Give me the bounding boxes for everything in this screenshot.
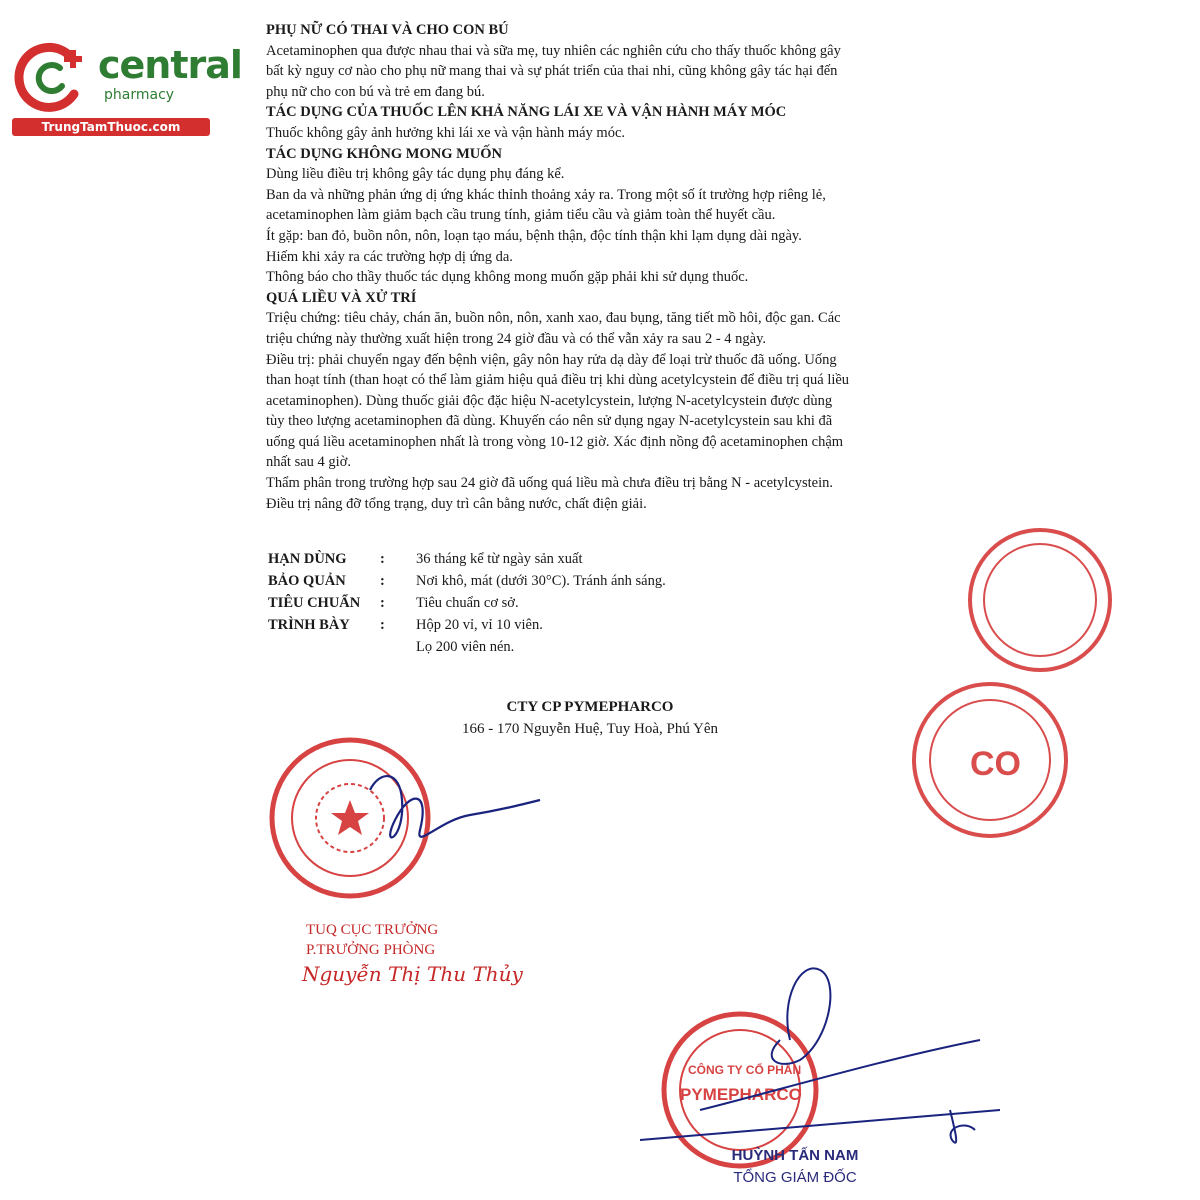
spec-colon: : xyxy=(380,573,385,589)
paragraph-line: Acetaminophen qua được nhau thai và sữa mẹ, tuy nhiên các nghiên cứu cho thấy thuốc không gây xyxy=(266,42,841,59)
spec-value: Nơi khô, mát (dưới 30°C). Tránh ánh sáng. xyxy=(416,573,666,589)
spec-colon: : xyxy=(380,617,385,633)
spec-label: BẢO QUẢN xyxy=(268,573,346,589)
section-heading: QUÁ LIỀU VÀ XỬ TRÍ xyxy=(266,289,417,306)
section-heading: PHỤ NỮ CÓ THAI VÀ CHO CON BÚ xyxy=(266,22,509,38)
company-name: CTY CP PYMEPHARCO xyxy=(506,699,674,715)
paragraph-line: Thẩm phân trong trường hợp sau 24 giờ đã uống quá liều mà chưa điều trị bằng N - acetylcystein. xyxy=(266,475,834,492)
spec-value: Tiêu chuẩn cơ sở. xyxy=(416,595,519,611)
paragraph-line: than hoạt tính (than hoạt có thể làm giảm hiệu quả điều trị khi dùng acetylcystein để điều trị quá liều xyxy=(266,372,850,389)
spec-colon: : xyxy=(380,551,385,567)
paragraph-line: Thuốc không gây ảnh hưởng khi lái xe và vận hành máy móc. xyxy=(266,124,626,141)
paragraph-line: Ban da và những phản ứng dị ứng khác thỉnh thoảng xảy ra. Trong một số ít trường hợp riêng lẻ, xyxy=(266,186,826,203)
spec-colon: : xyxy=(380,595,385,611)
paragraph-line: acetaminophen làm giảm bạch cầu trung tính, giảm tiểu cầu và giảm toàn thể huyết cầu. xyxy=(266,207,776,224)
paragraph-line: nhất sau 4 giờ. xyxy=(266,454,351,471)
logo-brand-text: central xyxy=(98,43,242,87)
paragraph-line: uống quá liều acetaminophen nhất là trong vòng 10-12 giờ. Xác định nồng độ acetaminophen chậm xyxy=(266,433,844,450)
director-title: TỔNG GIÁM ĐỐC xyxy=(733,1169,857,1186)
logo-sub-text: pharmacy xyxy=(104,87,175,103)
paragraph-line: Thông báo cho thầy thuốc tác dụng không mong muốn gặp phải khi sử dụng thuốc. xyxy=(266,269,749,286)
approval-line2: P.TRƯỞNG PHÒNG xyxy=(306,942,436,958)
director-block xyxy=(705,1145,885,1189)
svg-text:PYMEPHARCO: PYMEPHARCO xyxy=(680,1085,802,1104)
company-seal-icon xyxy=(664,1014,816,1166)
spec-packaging-extra: Lọ 200 viên nén. xyxy=(416,639,515,655)
paragraph-line: bất kỳ nguy cơ nào cho phụ nữ mang thai và sự phát triển của thai nhi, cũng không gây tác hại đến xyxy=(266,63,838,80)
approval-line1: TUQ CỤC TRƯỞNG xyxy=(306,922,439,938)
paragraph-line: Điều trị nâng đỡ tổng trạng, duy trì cân bằng nước, chất điện giải. xyxy=(266,495,647,512)
section-heading: TÁC DỤNG KHÔNG MONG MUỐN xyxy=(266,145,503,162)
svg-text:CO: CO xyxy=(970,745,1021,783)
partial-stamp-middle-icon xyxy=(914,684,1066,836)
director-name: HUỲNH TẤN NAM xyxy=(731,1147,859,1164)
spec-label: TRÌNH BÀY xyxy=(268,617,350,633)
paragraph-line: Hiếm khi xảy ra các trường hợp dị ứng da. xyxy=(266,248,513,265)
paragraph-line: Triệu chứng: tiêu chảy, chán ăn, buồn nôn, nôn, xanh xao, đau bụng, tăng tiết mồ hôi, độc gan. Các xyxy=(266,310,841,327)
paragraph-line: triệu chứng này thường xuất hiện trong 24 giờ đầu và có thể vẫn xảy ra sau 2 - 4 ngày. xyxy=(266,330,767,347)
partial-stamp-top-icon xyxy=(970,530,1110,670)
logo-site-badge: TrungTamThuoc.com xyxy=(12,118,210,136)
svg-text:CÔNG TY CỔ PHẦN: CÔNG TY CỔ PHẦN xyxy=(688,1063,802,1077)
paragraph-line: Điều trị: phải chuyển ngay đến bệnh viện, gây nôn hay rửa dạ dày để loại trừ thuốc đã uống. Uống xyxy=(266,351,837,368)
section-heading: TÁC DỤNG CỦA THUỐC LÊN KHẢ NĂNG LÁI XE VÀ VẬN HÀNH MÁY MÓC xyxy=(266,104,787,121)
director-signature-icon xyxy=(640,968,1000,1142)
spec-value: Hộp 20 vỉ, vỉ 10 viên. xyxy=(416,617,543,633)
paragraph-line: Ít gặp: ban đỏ, buồn nôn, nôn, loạn tạo máu, bệnh thận, độc tính thận khi lạm dụng dài ngày. xyxy=(266,227,802,244)
ministry-seal-icon xyxy=(272,740,428,896)
approval-signer: Nguyễn Thị Thu Thủy xyxy=(302,962,523,986)
approval-block xyxy=(306,920,438,960)
paragraph-line: acetaminophen). Dùng thuốc giải độc đặc hiệu N-acetylcystein, lượng N-acetylcystein được dùng xyxy=(266,392,833,409)
company-address: 166 - 170 Nguyễn Huệ, Tuy Hoà, Phú Yên xyxy=(461,721,719,737)
spec-value: 36 tháng kể từ ngày sản xuất xyxy=(416,551,583,567)
paragraph-line: phụ nữ cho con bú và trẻ em đang bú. xyxy=(266,83,485,100)
ministry-signature-icon xyxy=(370,776,540,837)
paragraph-line: tùy theo lượng acetaminophen đã dùng. Khuyến cáo nên sử dụng ngay N-acetylcystein sau khi đã xyxy=(266,413,833,430)
paragraph-line: Dùng liều điều trị không gây tác dụng phụ đáng kể. xyxy=(266,166,565,183)
spec-label: TIÊU CHUẨN xyxy=(268,595,361,611)
spec-label: HẠN DÙNG xyxy=(268,551,347,567)
